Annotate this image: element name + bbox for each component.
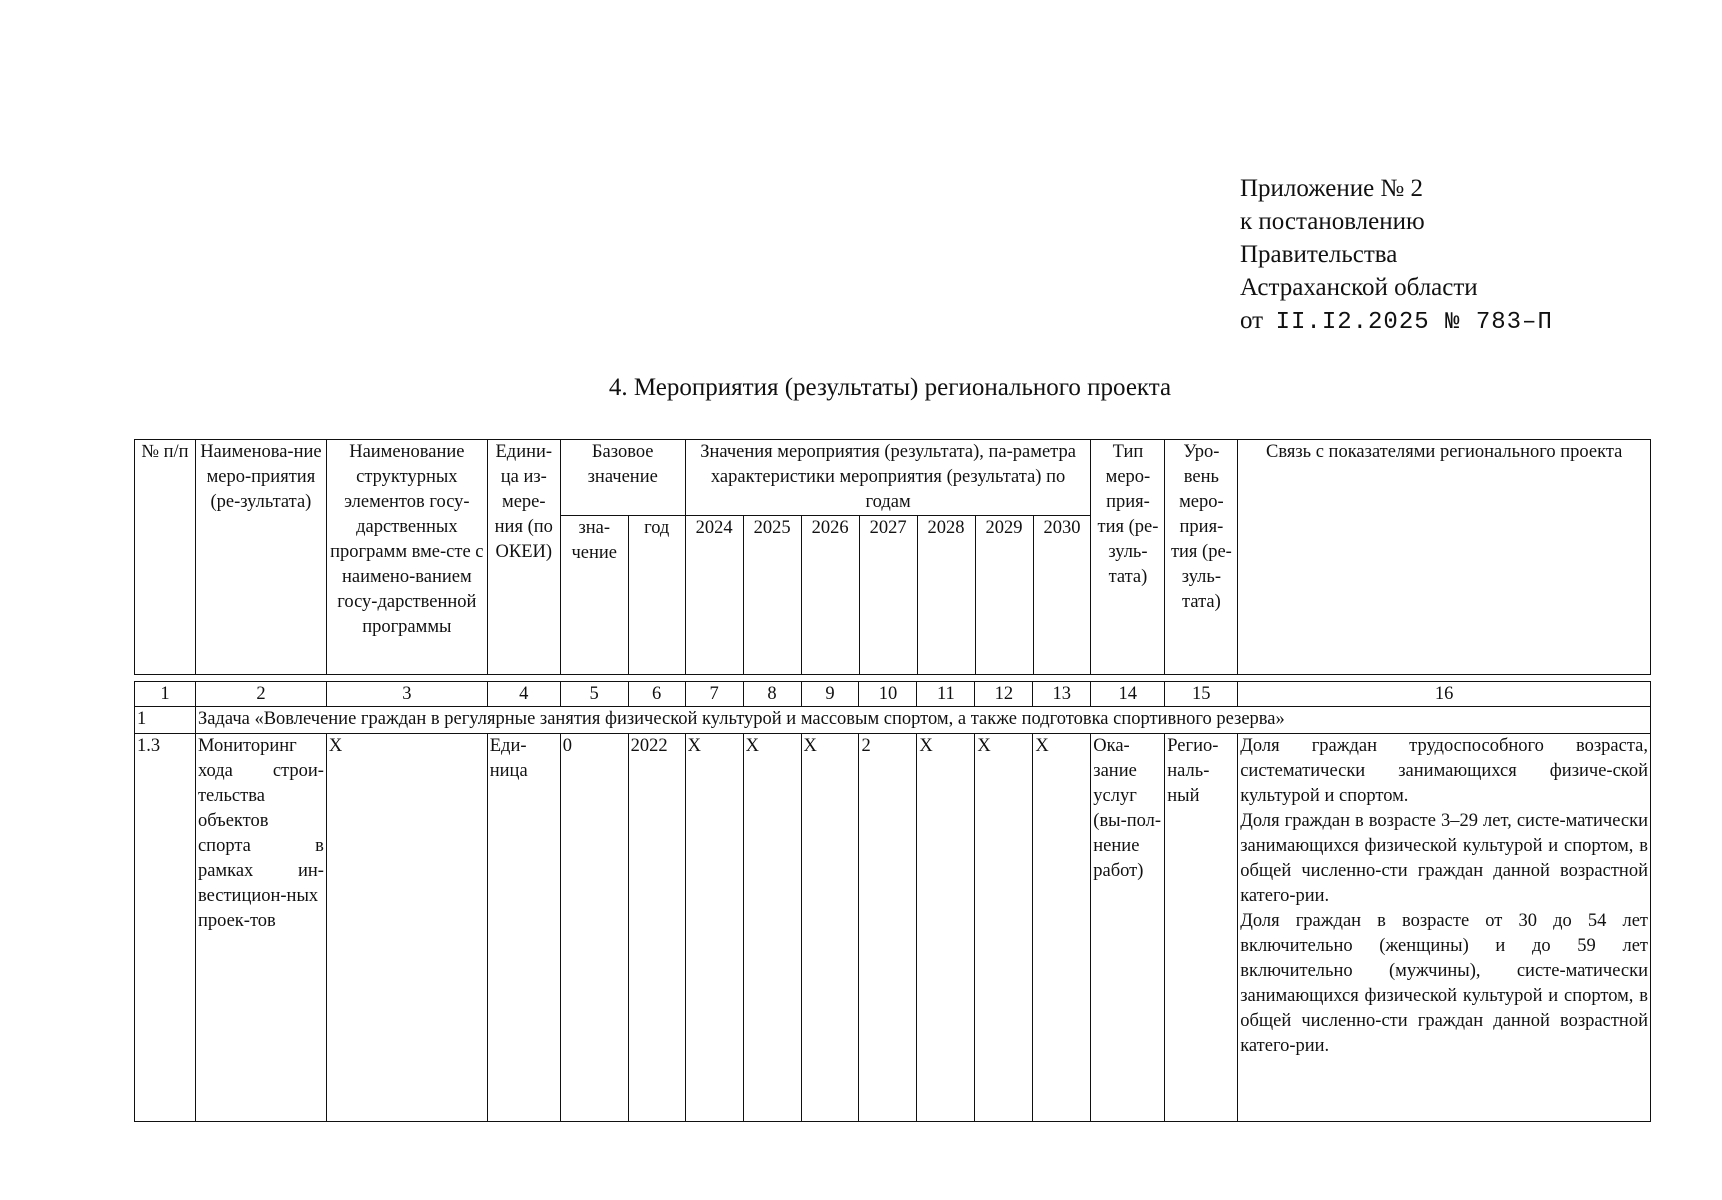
appendix-line-1: Приложение № 2 — [1240, 175, 1424, 202]
header-year: 2030 — [1033, 516, 1091, 675]
column-number: 9 — [801, 682, 859, 707]
header-structural-elements: Наименование структурных элементов госу-дарственных программ вме-сте с наимено-ванием госу-дарственной программы — [326, 440, 487, 675]
year-value-cell: X — [917, 734, 975, 1122]
header-year: 2028 — [917, 516, 975, 675]
task-number: 1 — [135, 707, 196, 734]
appendix-date-line — [1240, 304, 1553, 339]
column-number-row — [135, 682, 1651, 707]
unit-cell: Еди-ница — [487, 734, 560, 1122]
header-values-by-year-group: Значения мероприятия (результата), па-раметра характеристики мероприятия (результата) по годам — [685, 440, 1091, 516]
column-number: 2 — [195, 682, 326, 707]
year-value-cell: X — [1033, 734, 1091, 1122]
year-value-cell: X — [743, 734, 801, 1122]
header-unit: Едини-ца из-мере-ния (по ОКЕИ) — [487, 440, 560, 675]
column-number: 12 — [975, 682, 1033, 707]
column-number: 13 — [1033, 682, 1091, 707]
header-year: 2026 — [801, 516, 859, 675]
column-number: 6 — [628, 682, 685, 707]
column-number: 15 — [1165, 682, 1238, 707]
header-year: 2029 — [975, 516, 1033, 675]
column-number: 11 — [917, 682, 975, 707]
column-number: 8 — [743, 682, 801, 707]
header-base-year: год — [628, 516, 685, 675]
header-number: № п/п — [135, 440, 196, 675]
column-number: 5 — [560, 682, 628, 707]
task-text: Задача «Вовлечение граждан в регулярные занятия физической культурой и массовым спортом, а также подготовка спортивного резерва» — [195, 707, 1650, 734]
appendix-line-2: к постановлению — [1240, 208, 1425, 235]
appendix-line-3: Правительства — [1240, 241, 1398, 268]
column-number: 4 — [487, 682, 560, 707]
header-year: 2024 — [685, 516, 743, 675]
appendix-date-prefix: от — [1240, 307, 1264, 334]
indicator-links-cell — [1238, 734, 1651, 1122]
indicator-link-text: Доля граждан в возрасте 3–29 лет, систе-матически занимающихся физической культурой и спортом, в общей численно-сти граждан данной возрастной катего-рии. — [1240, 811, 1648, 906]
row-number: 1.3 — [135, 734, 196, 1122]
activity-name-cell: Мониторинг хода строи-тельства объектов спорта в рамках ин-вестицион-ных проек-тов — [195, 734, 326, 1122]
header-year: 2025 — [743, 516, 801, 675]
structural-elements-cell: X — [326, 734, 487, 1122]
column-number: 10 — [859, 682, 917, 707]
column-number: 14 — [1091, 682, 1165, 707]
indicator-link-text: Доля граждан трудоспособного возраста, систематически занимающихся физиче-ской культурой и спортом. — [1240, 736, 1648, 806]
header-base-value: зна-чение — [560, 516, 628, 675]
section-title: 4. Мероприятия (результаты) регионального проекта — [608, 374, 1172, 401]
year-value-cell: X — [685, 734, 743, 1122]
header-base-value-group: Базовое значение — [560, 440, 685, 516]
column-number: 7 — [685, 682, 743, 707]
header-activity-type: Тип меро-прия-тия (ре-зуль-тата) — [1091, 440, 1165, 675]
header-year: 2027 — [859, 516, 917, 675]
table-body — [134, 681, 1651, 1122]
appendix-line-4: Астраханской области — [1240, 274, 1478, 301]
header-activity-name: Наименова-ние меро-приятия (ре-зультата) — [195, 440, 326, 675]
column-number: 16 — [1238, 682, 1651, 707]
year-value-cell: X — [801, 734, 859, 1122]
activity-level-cell: Регио-наль-ный — [1165, 734, 1238, 1122]
table-row — [135, 734, 1651, 1122]
year-value-cell: X — [975, 734, 1033, 1122]
indicator-link-text: Доля граждан в возрасте от 30 до 54 лет включительно (женщины) и до 59 лет включительно (мужчины), систе-матически занимающихся физической культурой и спортом, в общей численно-сти граждан данной возрастной катего-рии. — [1240, 911, 1648, 1056]
header-indicator-links: Связь с показателями регионального проекта — [1238, 440, 1651, 675]
table-header — [134, 439, 1651, 675]
task-row — [135, 707, 1651, 734]
header-activity-level: Уро-вень меро-прия-тия (ре-зуль-тата) — [1165, 440, 1238, 675]
year-value-cell: 2 — [859, 734, 917, 1122]
base-year-cell: 2022 — [628, 734, 685, 1122]
appendix-date-stamp: II.I2.2025 № 783–П — [1275, 309, 1553, 336]
appendix-block — [1240, 172, 1553, 339]
activity-type-cell: Ока-зание услуг (вы-пол-нение работ) — [1091, 734, 1165, 1122]
column-number: 1 — [135, 682, 196, 707]
base-value-cell: 0 — [560, 734, 628, 1122]
column-number: 3 — [326, 682, 487, 707]
